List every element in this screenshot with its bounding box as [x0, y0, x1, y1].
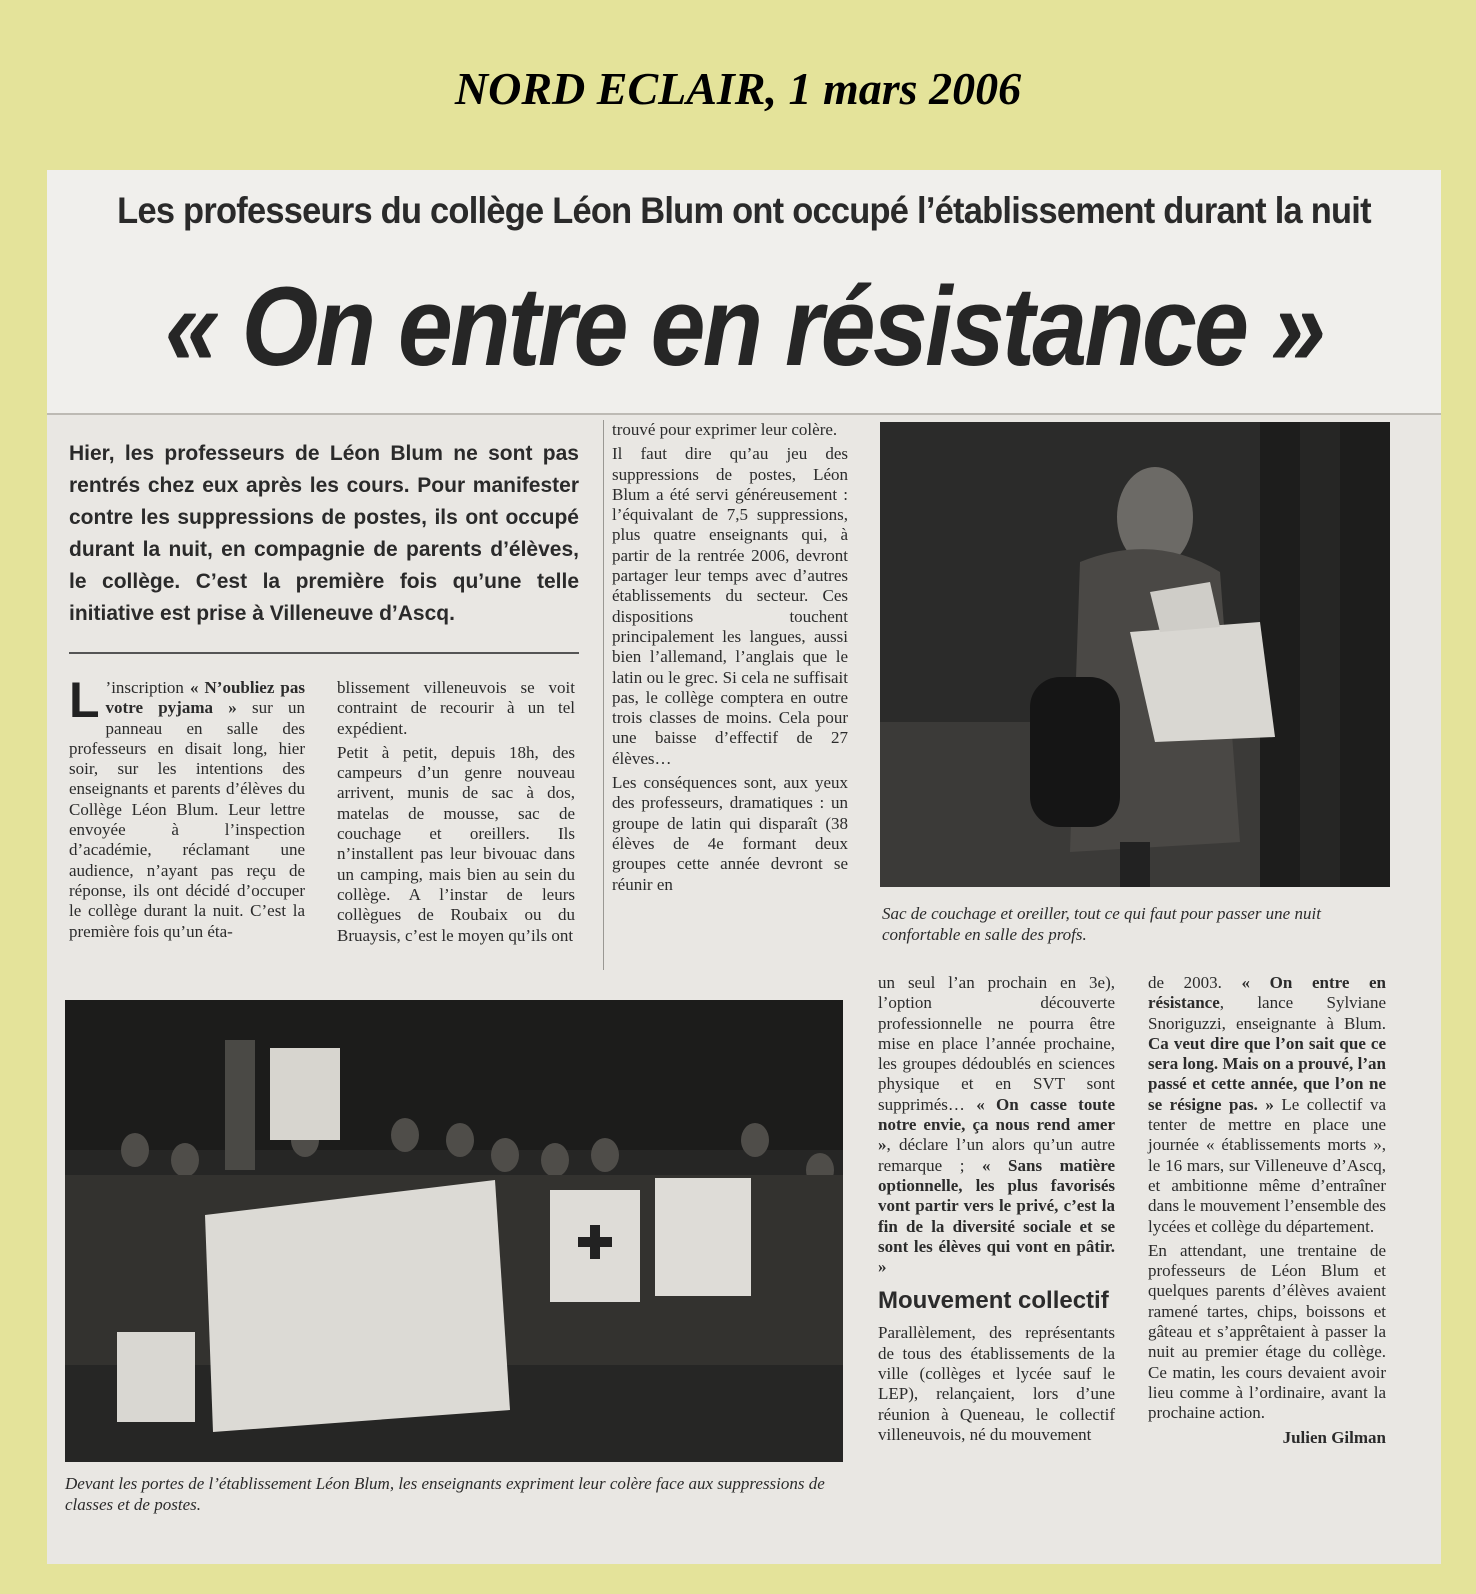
col3-paragraph-2: Il faut dire qu’au jeu des suppressions de postes, Léon Blum a été servi généreusement : l’équivalant de 7,5 suppressions, plus quatre enseignants qui, à partir de la rentrée 2006, devront partager leur temps avec d’autres établissements du secteur. Ces dispositions touchent principalement les langues, aussi bien l’allemand, l’anglais que le latin ou le grec. Si cela ne suffisait pas, le collège comptera en outre trois classes de moins. Cela pour une baisse d’effectif de 27 élèves…: [612, 444, 848, 768]
column-5: [1148, 973, 1386, 1452]
column-4: [878, 973, 1115, 1449]
col2-paragraph-1: blissement villeneuvois se voit contraint de recourir à un tel expédient.: [337, 678, 575, 738]
drop-cap: L: [69, 672, 100, 728]
col5-paragraph-2: En attendant, une trentaine de professeurs de Léon Blum et quelques parents d’élèves avaient ramené tartes, chips, boissons et gâteau et s’apprêtaient à passer la nuit au premier étage du collège. Ce matin, les cours devaient avoir lieu comme à l’ordinaire, avant la prochaine action.: [1148, 1240, 1386, 1423]
col4-paragraph-2: Parallèlement, des représentants de tous des établissements de la ville (collèges et lycée sauf le LEP), relançaient, lors d’une réunion à Queneau, le collectif villeneuvois, né du mouvement: [878, 1323, 1115, 1444]
column-1: [69, 672, 305, 946]
photo-bottom-caption: Devant les portes de l’établissement Léon Blum, les enseignants expriment leur colère face aux suppressions de classes et de postes.: [65, 1474, 825, 1514]
headline-band: [47, 170, 1441, 415]
author-signature: Julien Gilman: [1282, 1427, 1386, 1447]
photo-teacher-image: [880, 422, 1390, 887]
source-line: NORD ECLAIR, 1 mars 2006: [454, 63, 1022, 114]
lead-paragraph: Hier, les professeurs de Léon Blum ne sont pas rentrés chez eux après les cours. Pour manifester contre les suppressions de postes, ils ont occupé durant la nuit, en compagnie de parents d’élèves, le collège. C’est la première fois qu’une telle initiative est prise à Villeneuve d’Ascq.: [69, 442, 579, 625]
photo-top-caption: Sac de couchage et oreiller, tout ce qui faut pour passer une nuit confortable en salle des profs.: [882, 904, 1321, 944]
col1-paragraph: L ’inscription « N’oubliez pas votre pyjama » sur un panneau en salle des professeurs en disait long, hier soir, sur les intentions des enseignants et parents d’élèves du Collège Léon Blum. Leur lettre envoyée à l’inspection d’académie, réclamant une audience, n’ayant pas reçu de réponse, ils ont décidé d’occuper le collège durant la nuit. C’est la première fois qu’un éta-: [69, 672, 305, 941]
newspaper-clipping: [47, 170, 1441, 1564]
photo-protest-image: [65, 1000, 843, 1462]
column-2: [337, 678, 575, 950]
kicker: Les professeurs du collège Léon Blum ont occupé l’établissement durant la nuit: [117, 190, 1371, 231]
col4-paragraph-1: un seul l’an prochain en 3e), l’option découverte professionnelle ne pourra être mise en place l’année prochaine, les groupes dédoublés en sciences physique et en SVT sont supprimés… « On casse toute notre envie, ça nous rend amer », déclare l’un alors qu’un autre remarque ; « Sans matière optionnelle, les plus favorisés vont partir vers le privé, c’est la fin de la diversité sociale et se sont les élèves qui vont en pâtir. »: [878, 973, 1116, 1277]
col2-paragraph-2: Petit à petit, depuis 18h, des campeurs d’un genre nouveau arrivent, munis de sac à dos, matelas de mousse, sac de couchage et oreillers. Ils n’installent pas leur bivouac dans un camping, mais bien au sein du collège. A l’instar de leurs collègues de Roubaix ou du Bruaysis, c’est le moyen qu’ils ont: [337, 742, 575, 945]
subheading: Mouvement collectif: [878, 1287, 1109, 1315]
headline: « On entre en résistance »: [164, 264, 1324, 389]
col5-paragraph-1: de 2003. « On entre en résistance, lance Sylviane Snoriguzzi, enseignante à Blum. Ca veut dire que l’on sait que ce sera long. Mais on a prouvé, l’an passé et cette année, que l’on ne se résigne pas. » Le collectif va tenter de mettre en place une journée « établissements morts », le 16 mars, sur Villeneuve d’Ascq, et ambitionne même d’entraîner dans le mouvement l’ensemble des lycées et collège du département.: [1148, 973, 1387, 1236]
col3-paragraph-3: Les conséquences sont, aux yeux des professeurs, dramatiques : un groupe de latin qui disparaît (38 élèves de 4e formant deux groupes cette année devront se réunir en: [612, 773, 848, 894]
lead-rule: [69, 652, 579, 654]
column-3: [612, 420, 848, 899]
photo-protest: [65, 1000, 843, 1462]
column-rule: [603, 420, 604, 970]
col3-paragraph-1: trouvé pour exprimer leur colère.: [612, 420, 838, 439]
photo-teacher-with-pillow: [880, 422, 1390, 887]
